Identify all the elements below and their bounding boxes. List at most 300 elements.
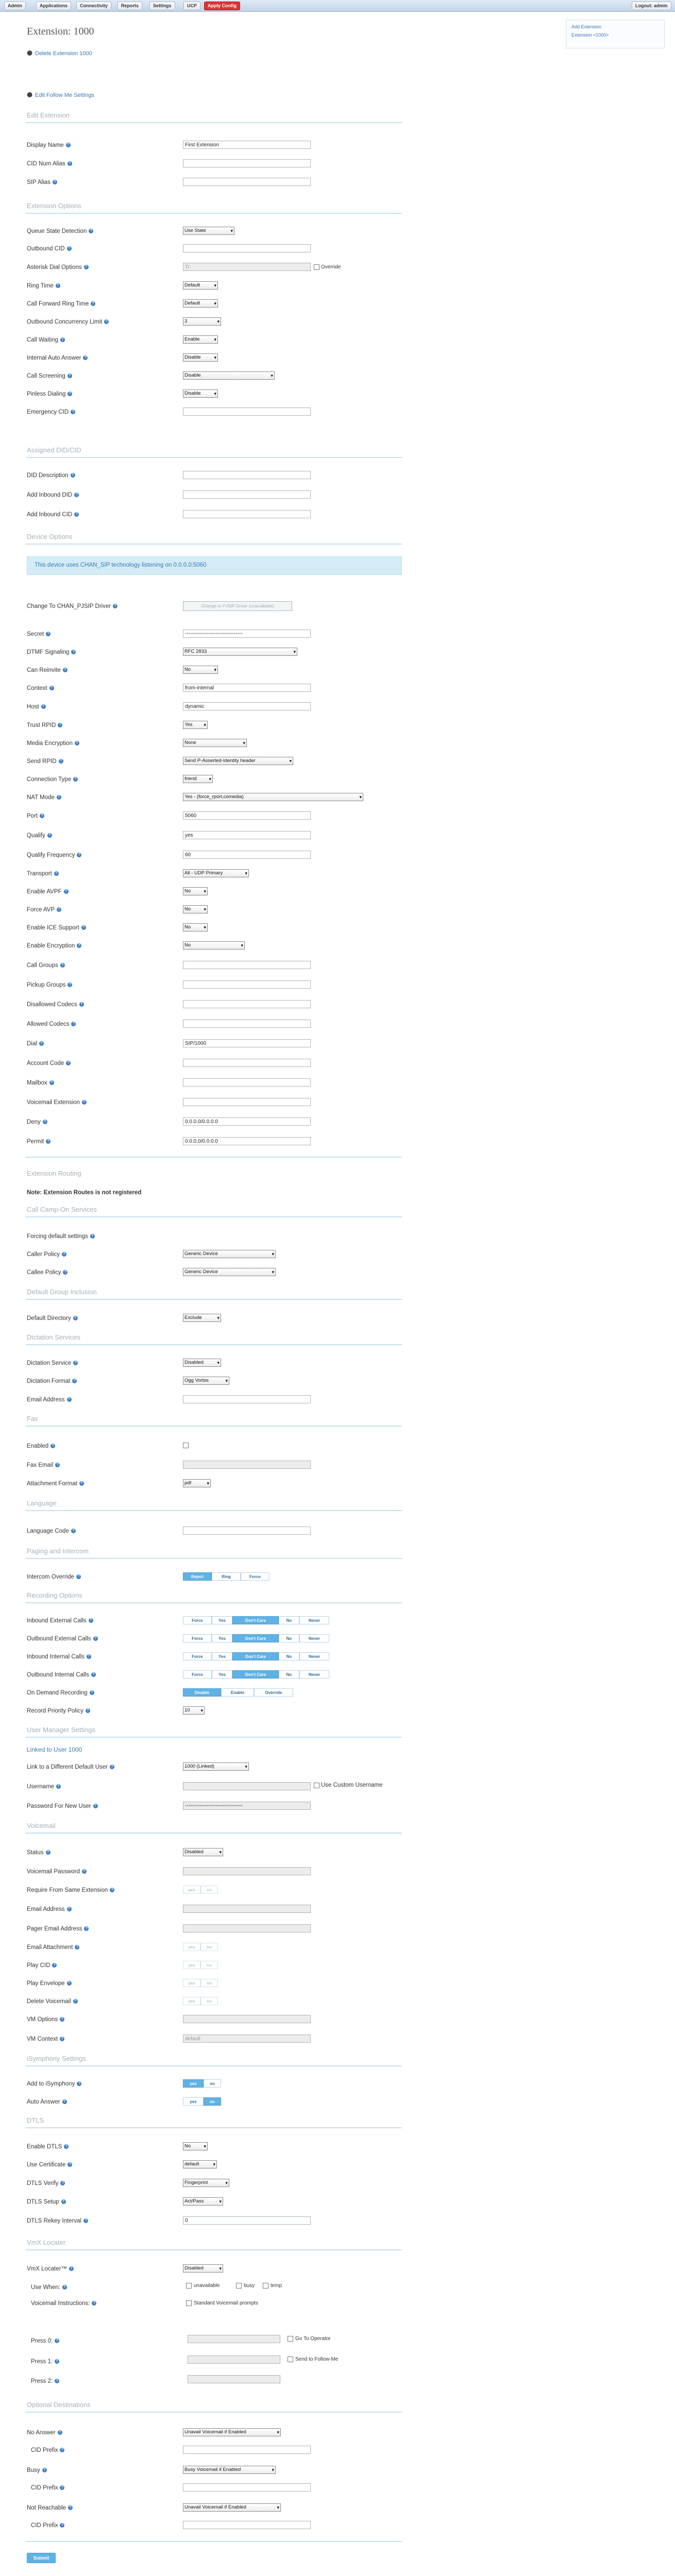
rec-outbound-internal-group (183, 1670, 338, 1679)
link-user-select[interactable]: 1000 (Linked) ▾ (183, 1762, 249, 1771)
section-edit-extension: Edit Extension (27, 111, 70, 119)
attachment-format-select[interactable]: pdf ▾ (183, 1479, 211, 1487)
rec-option-yes[interactable]: Yes (212, 1670, 232, 1679)
pinless-dialing-select[interactable]: Disable ▾ (183, 389, 218, 398)
section-divider (26, 1344, 402, 1345)
ring-time-select[interactable]: Default ▾ (183, 281, 218, 290)
call-groups-input[interactable] (183, 961, 311, 969)
connection-type-label: Connection Type ? (27, 776, 78, 783)
dial-input[interactable]: SIP/1000 (183, 1039, 311, 1047)
yes-option[interactable]: yes (183, 2097, 204, 2106)
yes-option[interactable]: yes (183, 1961, 200, 1969)
rec-inbound-internal-label: Inbound Internal Calls ? (27, 1654, 91, 1660)
emergency-cid-input[interactable] (183, 408, 311, 416)
delete-extension-link[interactable]: Delete Extension 1000 (35, 50, 92, 57)
queue-state-select[interactable]: Use State ▾ (183, 227, 234, 235)
section-fax: Fax (27, 1415, 38, 1422)
section-divider (26, 457, 402, 458)
dictation-email-input[interactable] (183, 1395, 311, 1403)
section-voicemail: Voicemail (27, 1822, 56, 1829)
override-label: Override (321, 264, 341, 270)
send-to-followme-label: Send to Follow-Me (295, 2357, 339, 2362)
rec-outbound-external-group (183, 1634, 338, 1642)
intercom-force-option[interactable]: Force (241, 1572, 269, 1581)
routing-note: Note: Extension Routes is not registered (27, 1190, 142, 1196)
change-driver-button[interactable]: Change to PJSIP Driver (unavailable) (183, 601, 292, 611)
add-inbound-cid-label: Add Inbound CID ? (27, 512, 79, 518)
device-info-text: This device uses CHAN_SIP technology listening on 0.0.0.0:5060 (35, 562, 207, 568)
footer (0, 2571, 675, 2576)
permit-label: Permit ? (27, 1139, 50, 1145)
cid-prefix-input[interactable] (183, 2483, 311, 2492)
rec-option-no[interactable]: No (279, 1616, 299, 1624)
caller-policy-select[interactable]: Generic Device ▾ (183, 1250, 276, 1258)
standard-prompts-checkbox[interactable] (186, 2300, 192, 2306)
dictation-service-select[interactable]: Disabled ▾ (183, 1359, 221, 1367)
temp-checkbox[interactable] (263, 2283, 268, 2289)
rec-option-never[interactable]: Never (299, 1670, 329, 1679)
rec-inbound-external-label: Inbound External Calls ? (27, 1618, 93, 1624)
no-option[interactable]: no (200, 1961, 218, 1969)
section-user-manager: User Manager Settings (27, 1726, 95, 1734)
cid-prefix-label: CID Prefix ? (31, 2485, 64, 2491)
mailbox-input[interactable] (183, 1078, 311, 1087)
user-delete-icon: ⚫ (27, 50, 33, 56)
busy-checkbox[interactable] (236, 2283, 242, 2289)
vm-email-label: Email Address ? (27, 1906, 72, 1912)
custom-username-label: Use Custom Username (321, 1782, 383, 1788)
enable-encryption-label: Enable Encryption ? (27, 943, 81, 949)
vm-options-label: VM Options ? (27, 2016, 64, 2023)
force-avp-label: Force AVP ? (27, 907, 61, 913)
username-input[interactable] (183, 1782, 311, 1790)
dictation-format-select[interactable]: Ogg Vorbis ▾ (183, 1377, 229, 1385)
enable-ice-label: Enable ICE Support ? (27, 925, 86, 931)
on-demand-recording-group (183, 1688, 296, 1697)
permit-input[interactable]: 0.0.0.0/0.0.0.0 (183, 1137, 311, 1145)
pinless-dialing-label: Pinless Dialing ? (27, 391, 72, 397)
email-attachment-group (183, 1943, 224, 1951)
nav-connectivity[interactable]: Connectivity (76, 2, 111, 10)
fax-enabled-label: Enabled ? (27, 1443, 55, 1449)
use-certificate-select[interactable]: default ▾ (183, 2160, 217, 2168)
no-option[interactable]: no (204, 2079, 221, 2088)
dictation-email-label: Email Address ? (27, 1397, 72, 1403)
no-option[interactable]: no (200, 1979, 218, 1987)
yes-option[interactable]: yes (183, 1997, 200, 2005)
rnav-extension-1000[interactable]: Extension <1000> (571, 32, 609, 38)
send-rpid-label: Send RPID ? (27, 758, 63, 765)
rec-option-no[interactable]: No (279, 1652, 299, 1660)
busy-label: busy (244, 2283, 255, 2289)
rec-option-yes[interactable]: Yes (212, 1634, 232, 1642)
intercom-reject-option[interactable]: Reject (183, 1572, 212, 1581)
vm-context-label: VM Context ? (27, 2036, 64, 2042)
cid-prefix-input[interactable] (183, 2446, 311, 2454)
nav-admin[interactable]: Admin (4, 2, 26, 10)
call-waiting-select[interactable]: Enable ▾ (183, 335, 218, 344)
call-screening-select[interactable]: Disable ▾ (183, 371, 275, 380)
vmx-locater-select[interactable]: Disabled ▾ (183, 2264, 223, 2273)
username-label: Username ? (27, 1784, 61, 1790)
pager-email-input[interactable] (183, 1924, 311, 1933)
device-info-box (27, 556, 402, 575)
media-encryption-select[interactable]: None ▾ (183, 739, 247, 747)
page-title: Extension: 1000 (27, 26, 94, 37)
rec-option-force[interactable]: Force (183, 1616, 212, 1624)
logout-button[interactable]: Logout: admin (632, 2, 671, 10)
on-demand-override-option[interactable]: Override (254, 1688, 293, 1697)
section-divider (26, 2412, 402, 2413)
go-to-operator-checkbox[interactable] (288, 2336, 293, 2342)
intercom-override-label: Intercom Override ? (27, 1574, 81, 1580)
require-same-extension-group (183, 1886, 224, 1894)
dtls-verify-select[interactable]: Fingerprint ▾ (183, 2179, 229, 2187)
queue-state-label: Queue State Detection ? (27, 228, 93, 234)
rec-option-never[interactable]: Never (299, 1634, 329, 1642)
voicemail-extension-label: Voicemail Extension ? (27, 1099, 87, 1106)
rec-option-yes[interactable]: Yes (212, 1652, 232, 1660)
yes-option[interactable]: yes (183, 1886, 200, 1894)
play-cid-label: Play CID ? (27, 1962, 57, 1969)
rec-option-no[interactable]: No (279, 1634, 299, 1642)
linked-user-heading: Linked to User 1000 (27, 1746, 82, 1753)
add-inbound-did-input[interactable] (183, 490, 311, 499)
press-2-input[interactable] (188, 2375, 280, 2383)
rec-outbound-external-label: Outbound External Calls ? (27, 1636, 98, 1642)
host-label: Host ? (27, 704, 46, 710)
secret-input[interactable]: •••••••••••••••••••••••••••••••• (183, 630, 311, 638)
section-divider (26, 122, 402, 123)
section-extension-routing: Extension Routing (27, 1170, 81, 1177)
section-divider (26, 1216, 402, 1217)
account-code-input[interactable] (183, 1059, 311, 1067)
call-waiting-label: Call Waiting ? (27, 337, 65, 343)
vm-instructions-label: Voicemail Instructions: ? (31, 2300, 96, 2307)
port-label: Port ? (27, 813, 44, 819)
section-divider (26, 1737, 402, 1738)
pickup-groups-label: Pickup Groups ? (27, 982, 72, 988)
rec-option-dont-care[interactable]: Don't Care (232, 1670, 279, 1679)
cf-ring-time-select[interactable]: Default ▾ (183, 299, 218, 308)
section-language: Language (27, 1499, 57, 1507)
no-option[interactable]: no (200, 1943, 218, 1951)
unavailable-checkbox[interactable] (186, 2283, 192, 2289)
trust-rpid-select[interactable]: Yes ▾ (183, 721, 208, 729)
rec-outbound-internal-label: Outbound Internal Calls ? (27, 1672, 96, 1678)
outbound-concurrency-select[interactable]: 3 ▾ (183, 317, 221, 326)
unavailable-label: unavailable (194, 2283, 220, 2289)
callee-policy-label: Callee Policy ? (27, 1269, 68, 1276)
attachment-format-label: Attachment Format ? (27, 1481, 84, 1487)
user-edit-icon: ⚫ (27, 92, 33, 97)
cid-prefix-label: CID Prefix ? (31, 2447, 64, 2453)
enable-encryption-select[interactable]: No ▾ (183, 941, 245, 950)
dtmf-select[interactable]: RFC 2833 ▾ (183, 648, 297, 656)
trust-rpid-label: Trust RPID ? (27, 722, 62, 728)
deny-label: Deny ? (27, 1119, 47, 1125)
deny-input[interactable]: 0.0.0.0/0.0.0.0 (183, 1117, 311, 1126)
outbound-cid-label: Outbound CID ? (27, 246, 72, 252)
outbound-cid-input[interactable] (183, 244, 311, 252)
record-priority-select[interactable]: 10 ▾ (183, 1706, 205, 1715)
section-divider (26, 1510, 402, 1511)
fax-email-label: Fax Email ? (27, 1462, 60, 1468)
section-divider (26, 2541, 402, 2542)
display-name-input[interactable]: First Extension (183, 141, 311, 149)
intercom-override-group (183, 1572, 271, 1581)
internal-auto-answer-label: Internal Auto Answer ? (27, 355, 88, 361)
connection-type-select[interactable]: friend ▾ (183, 775, 213, 783)
disallowed-codecs-input[interactable] (183, 1000, 311, 1008)
section-divider (26, 1157, 402, 1158)
temp-label: temp (271, 2283, 282, 2289)
enable-dtls-select[interactable]: No ▾ (183, 2142, 208, 2150)
rec-inbound-external-group (183, 1616, 338, 1624)
dtls-setup-select[interactable]: Act/Pass ▾ (183, 2197, 223, 2206)
section-device-options: Device Options (27, 533, 73, 540)
dictation-format-label: Dictation Format ? (27, 1378, 77, 1384)
go-to-operator-label: Go To Operator (295, 2336, 331, 2342)
press-0-label: Press 0: ? (31, 2338, 59, 2344)
section-default-group: Default Group Inclusion (27, 1288, 97, 1296)
not-reachable-select[interactable]: Unavail Voicemail if Enabled ▾ (183, 2503, 281, 2512)
fax-enabled-checkbox[interactable] (183, 1443, 189, 1448)
intercom-ring-option[interactable]: Ring (212, 1572, 241, 1581)
require-same-extension-label: Require From Same Extension ? (27, 1887, 114, 1893)
section-divider (26, 213, 402, 214)
vmx-locater-label: VmX Locater™ ? (27, 2266, 74, 2272)
change-driver-label: Change To CHAN_PJSIP Driver ? (27, 603, 117, 609)
on-demand-enable-option[interactable]: Enable (221, 1688, 254, 1697)
enable-avpf-select[interactable]: No ▾ (183, 887, 208, 895)
voicemail-status-label: Status ? (27, 1850, 50, 1856)
top-navigation-bar (0, 0, 675, 12)
qualify-frequency-input[interactable]: 60 (183, 851, 311, 859)
sip-alias-label: SIP Alias ? (27, 179, 57, 185)
nat-mode-select[interactable]: Yes - (force_rport,comedia) ▾ (183, 793, 363, 801)
isymphony-auto-answer-label: Auto Answer ? (27, 2099, 67, 2105)
port-input[interactable]: 5060 (183, 811, 311, 820)
did-description-label: DID Description ? (27, 472, 75, 479)
rec-option-force[interactable]: Force (183, 1634, 212, 1642)
enable-dtls-label: Enable DTLS ? (27, 2144, 69, 2150)
custom-username-checkbox[interactable] (314, 1783, 319, 1788)
enable-ice-select[interactable]: No ▾ (183, 923, 208, 931)
standard-prompts-label: Standard Voicemail prompts (194, 2300, 259, 2306)
cid-prefix-input[interactable] (183, 2521, 311, 2529)
forcing-default-label: Forcing default settings ? (27, 1233, 95, 1240)
section-extension-options: Extension Options (27, 202, 81, 210)
rec-option-dont-care[interactable]: Don't Care (232, 1634, 279, 1642)
fax-email-input[interactable] (183, 1461, 311, 1469)
rec-option-force[interactable]: Force (183, 1652, 212, 1660)
section-recording: Recording Options (27, 1591, 82, 1599)
use-when-label: Use When: ? (31, 2284, 67, 2291)
dtls-rekey-label: DTLS Rekey Interval ? (27, 2218, 88, 2224)
dtmf-label: DTMF Signaling ? (27, 649, 76, 655)
force-avp-select[interactable]: No ▾ (183, 905, 208, 913)
play-envelope-label: Play Envelope ? (27, 1980, 72, 1987)
dtls-setup-label: DTLS Setup ? (27, 2199, 66, 2205)
outbound-concurrency-label: Outbound Concurrency Limit ? (27, 319, 109, 325)
dial-label: Dial ? (27, 1041, 44, 1047)
yes-option[interactable]: yes (183, 2079, 204, 2088)
qualify-frequency-label: Qualify Frequency ? (27, 852, 81, 858)
edit-follow-me-link[interactable]: Edit Follow Me Settings (35, 92, 94, 98)
nav-reports[interactable]: Reports (117, 2, 142, 10)
vm-options-input[interactable] (183, 2015, 311, 2023)
asterisk-dial-label: Asterisk Dial Options ? (27, 264, 89, 270)
record-priority-label: Record Priority Policy ? (27, 1708, 90, 1714)
section-vmx: VmX Locater (27, 2239, 66, 2246)
cf-ring-time-label: Call Forward Ring Time ? (27, 301, 95, 307)
callee-policy-select[interactable]: Generic Device ▾ (183, 1268, 276, 1276)
vm-context-input[interactable]: default (183, 2035, 311, 2043)
allowed-codecs-label: Allowed Codecs ? (27, 1021, 76, 1027)
add-to-isymphony-group (183, 2079, 224, 2088)
vm-email-input[interactable] (183, 1905, 311, 1913)
cid-prefix-label: CID Prefix ? (31, 2522, 64, 2529)
section-divider (26, 2065, 402, 2066)
section-call-camp-on: Call Camp-On Services (27, 1206, 97, 1213)
pickup-groups-input[interactable] (183, 980, 311, 989)
delete-voicemail-label: Delete Voicemail ? (27, 1998, 78, 2005)
section-assigned-did: Assigned DID/CID (27, 446, 81, 454)
on-demand-disable-option[interactable]: Disable (183, 1688, 221, 1697)
default-directory-select[interactable]: Exclude ▾ (183, 1314, 221, 1322)
play-envelope-group (183, 1979, 224, 1987)
section-divider (26, 1833, 402, 1834)
transport-label: Transport ? (27, 871, 59, 877)
apply-config-button[interactable]: Apply Config (204, 2, 240, 10)
section-optional-destinations: Optional Destinations (27, 2401, 91, 2409)
section-divider (26, 2249, 402, 2250)
no-answer-select[interactable]: Unavail Voicemail if Enabled ▾ (183, 2428, 281, 2436)
cid-num-alias-label: CID Num Alias ? (27, 161, 72, 167)
context-label: Context ? (27, 685, 54, 691)
rec-option-yes[interactable]: Yes (212, 1616, 232, 1624)
rec-option-dont-care[interactable]: Don't Care (232, 1652, 279, 1660)
send-to-followme-checkbox[interactable] (288, 2357, 293, 2362)
section-divider (26, 1426, 402, 1427)
voicemail-password-input[interactable] (183, 1867, 311, 1875)
account-code-label: Account Code ? (27, 1060, 71, 1066)
internal-auto-answer-select[interactable]: Disable ▾ (183, 353, 218, 362)
ring-time-label: Ring Time ? (27, 283, 60, 289)
secret-label: Secret ? (27, 631, 50, 637)
press-2-label: Press 2: ? (31, 2378, 59, 2384)
display-name-label: Display Name ? (27, 142, 71, 148)
section-divider (26, 1602, 402, 1603)
nav-ucp[interactable]: UCP (183, 2, 200, 10)
default-directory-label: Default Directory ? (27, 1315, 78, 1321)
press-1-input[interactable] (188, 2355, 280, 2364)
use-certificate-label: Use Certificate ? (27, 2162, 72, 2168)
caller-policy-label: Caller Policy ? (27, 1251, 66, 1258)
section-divider (26, 1299, 402, 1300)
press-0-input[interactable] (188, 2335, 280, 2343)
rec-option-never[interactable]: Never (299, 1616, 329, 1624)
rec-option-force[interactable]: Force (183, 1670, 212, 1679)
asterisk-dial-input[interactable]: Tr (183, 263, 311, 271)
disallowed-codecs-label: Disallowed Codecs ? (27, 1002, 84, 1008)
host-input[interactable]: dynamic (183, 702, 311, 710)
not-reachable-label: Not Reachable ? (27, 2505, 73, 2511)
cid-num-alias-input[interactable] (183, 159, 311, 167)
isymphony-auto-answer-group (183, 2097, 224, 2106)
enable-avpf-label: Enable AVPF ? (27, 889, 69, 895)
yes-option[interactable]: yes (183, 1943, 200, 1951)
no-option[interactable]: no (200, 1886, 218, 1894)
email-attachment-label: Email Attachment ? (27, 1944, 79, 1951)
send-rpid-select[interactable]: Send P-Asserted-Identity header ▾ (183, 757, 293, 765)
media-encryption-label: Media Encryption ? (27, 740, 79, 747)
extension-side-menu (566, 20, 665, 48)
rec-option-dont-care[interactable]: Don't Care (232, 1616, 279, 1624)
section-divider (26, 544, 402, 545)
busy-label: Busy ? (27, 2467, 47, 2473)
section-dictation: Dictation Services (27, 1333, 81, 1341)
voicemail-status-select[interactable]: Disabled ▾ (183, 1848, 223, 1856)
add-to-isymphony-label: Add to iSymphony ? (27, 2081, 81, 2087)
submit-button[interactable]: Submit (27, 2553, 56, 2563)
allowed-codecs-input[interactable] (183, 1020, 311, 1028)
call-groups-label: Call Groups ? (27, 962, 65, 969)
section-isymphony: iSymphony Settings (27, 2055, 86, 2062)
dtls-rekey-input[interactable]: 0 (183, 2216, 311, 2225)
play-cid-group (183, 1961, 224, 1969)
dictation-service-label: Dictation Service ? (27, 1360, 78, 1366)
qualify-input[interactable]: yes (183, 831, 311, 839)
sip-alias-input[interactable] (183, 178, 311, 186)
press-1-label: Press 1: ? (31, 2359, 59, 2365)
call-screening-label: Call Screening ? (27, 373, 72, 379)
no-option[interactable]: no (200, 1997, 218, 2005)
can-reinvite-select[interactable]: No ▾ (183, 666, 218, 674)
password-new-user-input[interactable]: •••••••••••••••••••••••••••••••• (183, 1802, 311, 1810)
section-dtls: DTLS (27, 2116, 44, 2124)
add-inbound-cid-input[interactable] (183, 510, 311, 518)
busy-select[interactable]: Busy Voicemail if Enabled ▾ (183, 2466, 276, 2474)
nav-settings[interactable]: Settings (149, 2, 175, 10)
section-paging: Paging and Intercom (27, 1547, 89, 1555)
qualify-label: Qualify ? (27, 833, 52, 839)
rnav-add-extension[interactable]: Add Extension (571, 24, 602, 29)
voicemail-extension-input[interactable] (183, 1098, 311, 1106)
rec-inbound-internal-group (183, 1652, 338, 1660)
nat-mode-label: NAT Mode ? (27, 794, 61, 801)
language-code-label: Language Code ? (27, 1528, 76, 1534)
yes-option[interactable]: yes (183, 1979, 200, 1987)
voicemail-password-label: Voicemail Password ? (27, 1869, 87, 1875)
context-input[interactable]: from-internal (183, 684, 311, 692)
transport-select[interactable]: All - UDP Primary ▾ (183, 869, 249, 877)
on-demand-recording-label: On Demand Recording ? (27, 1690, 94, 1696)
did-description-input[interactable] (183, 471, 311, 479)
rec-option-never[interactable]: Never (299, 1652, 329, 1660)
rec-option-no[interactable]: No (279, 1670, 299, 1679)
language-code-input[interactable] (183, 1527, 311, 1535)
dtls-verify-label: DTLS Verify ? (27, 2180, 65, 2187)
no-option[interactable]: no (204, 2097, 221, 2106)
no-answer-label: No Answer ? (27, 2430, 62, 2436)
override-checkbox[interactable] (314, 264, 319, 270)
delete-voicemail-group (183, 1997, 224, 2005)
add-inbound-did-label: Add Inbound DID ? (27, 492, 79, 498)
section-divider (26, 2127, 402, 2128)
nav-applications[interactable]: Applications (36, 2, 71, 10)
